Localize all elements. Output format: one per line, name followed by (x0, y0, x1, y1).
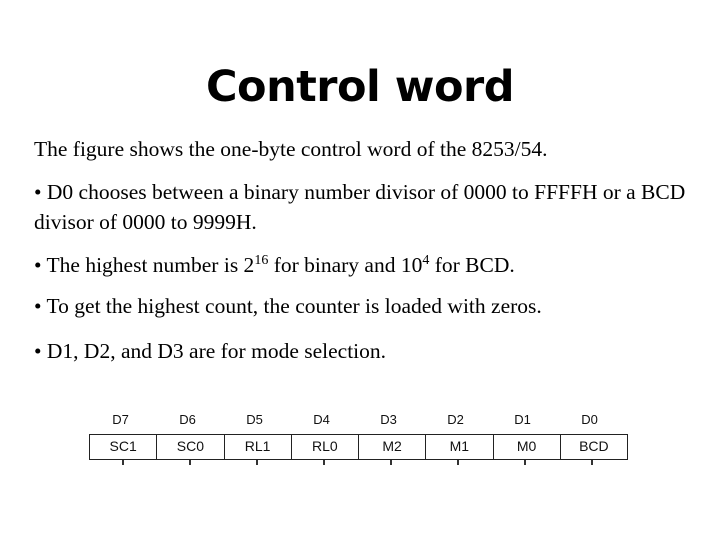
tick-mark (390, 460, 392, 465)
bullet-highest-number-text-2: for binary and 10 (268, 253, 423, 277)
field-rl0: RL0 (292, 435, 359, 459)
control-word-row (89, 434, 628, 460)
intro-text: The figure shows the one-byte control word of the 8253/54. (34, 137, 548, 161)
tick-mark (256, 460, 258, 465)
field-sc1: SC1 (90, 435, 157, 459)
exponent-4: 4 (422, 253, 430, 268)
exponent-16: 16 (254, 253, 269, 268)
bit-label-d5: D5 (246, 412, 263, 427)
bit-label-d3: D3 (380, 412, 397, 427)
bullet-mode-selection: • D1, D2, and D3 are for mode selection. (34, 339, 387, 363)
field-bcd: BCD (579, 438, 609, 454)
bit-label-d1: D1 (514, 412, 531, 427)
field-m1: M1 (426, 435, 493, 459)
bit-labels (87, 412, 632, 428)
tick-mark (457, 460, 459, 465)
bullet-highest-number-text-3: for BCD. (429, 253, 515, 277)
tick-mark (122, 460, 124, 465)
field-rl1: RL1 (225, 435, 292, 459)
bit-label-d2: D2 (447, 412, 464, 427)
field-ticks (87, 460, 632, 468)
bit-label-d7: D7 (112, 412, 129, 427)
tick-mark (323, 460, 325, 465)
bullet-d0-divisor: • D0 chooses between a binary number divisor of 0000 to FFFFH or a BCD divisor of 0000 to 9999H. (34, 180, 686, 234)
field-m2: M2 (359, 435, 426, 459)
tick-mark (189, 460, 191, 465)
bullet-highest-count: • To get the highest count, the counter is loaded with zeros. (34, 294, 542, 318)
bullet-highest-number (34, 250, 694, 280)
tick-mark (591, 460, 593, 465)
bit-label-d0: D0 (581, 412, 598, 427)
bullet-highest-number-text-1: • The highest number is 2 (34, 253, 255, 277)
tick-mark (524, 460, 526, 465)
control-word-figure (87, 412, 632, 468)
bit-label-d4: D4 (313, 412, 330, 427)
slide-title: Control word (206, 62, 514, 112)
field-sc0: SC0 (157, 435, 224, 459)
bit-label-d6: D6 (179, 412, 196, 427)
field-m0: M0 (494, 435, 561, 459)
